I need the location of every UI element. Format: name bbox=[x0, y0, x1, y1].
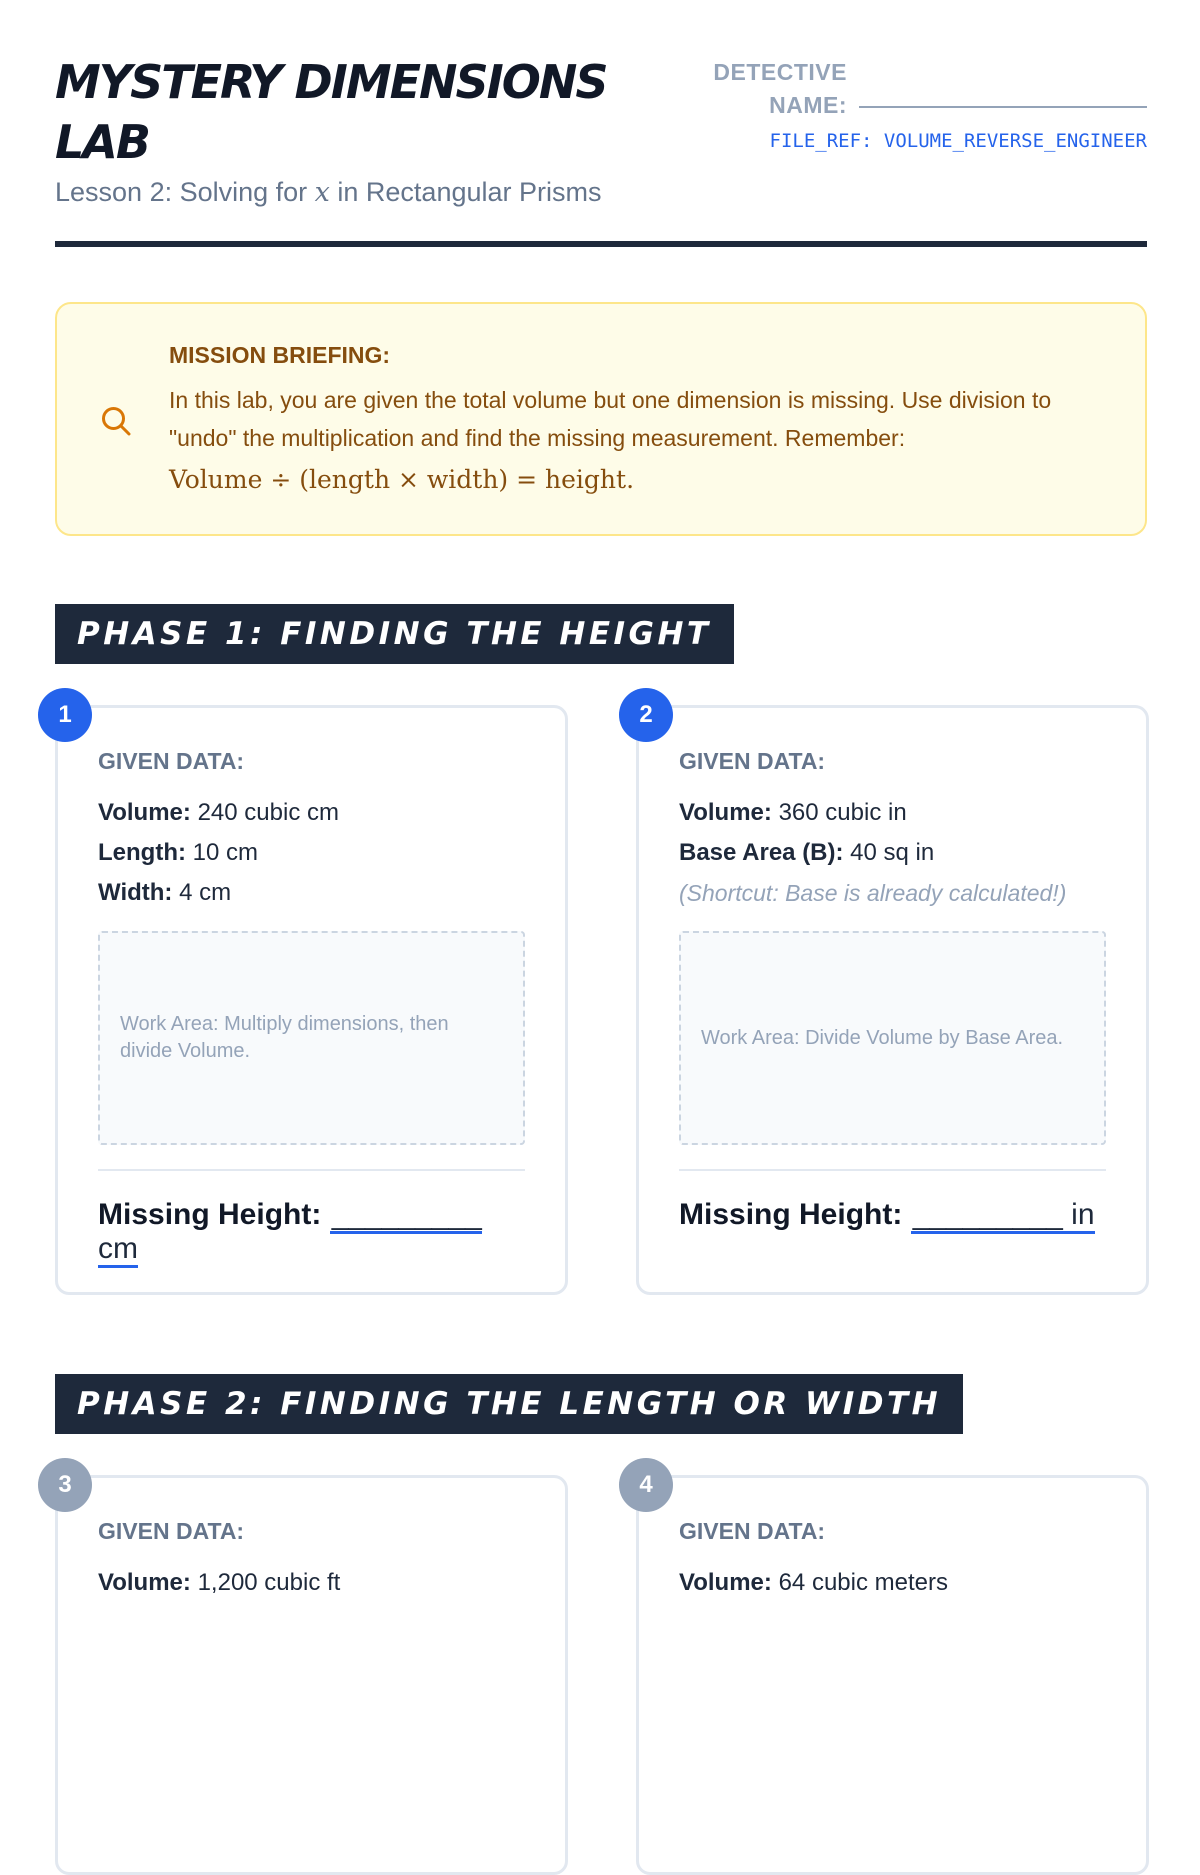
detective-name-field bbox=[707, 56, 1147, 151]
answer-label: Missing Height: bbox=[98, 1198, 322, 1231]
phase-2-banner: PHASE 2: FINDING THE LENGTH OR WIDTH bbox=[55, 1374, 963, 1434]
row-label: Length: bbox=[98, 839, 186, 866]
briefing-heading: MISSION BRIEFING: bbox=[169, 342, 391, 368]
row-value: 64 cubic meters bbox=[771, 1569, 948, 1596]
given-data-label: GIVEN DATA: bbox=[679, 1518, 826, 1544]
phase-1-banner: PHASE 1: FINDING THE HEIGHT bbox=[55, 604, 734, 664]
row-value: 40 sq in bbox=[843, 839, 935, 866]
answer-label: Missing Height: bbox=[679, 1198, 903, 1231]
problem-card-3 bbox=[55, 1471, 568, 1875]
header-divider bbox=[55, 241, 1147, 247]
worksheet-header bbox=[55, 52, 1147, 247]
problem-number-badge: 4 bbox=[619, 1458, 673, 1512]
row-value: 10 cm bbox=[185, 839, 259, 866]
card-divider bbox=[98, 1169, 525, 1171]
problem-card-4 bbox=[636, 1471, 1149, 1875]
row-value: 4 cm bbox=[172, 879, 232, 906]
detective-label-line1: DETECTIVE bbox=[713, 59, 847, 85]
row-label: Base Area (B): bbox=[679, 839, 844, 866]
row-label: Volume: bbox=[679, 1569, 772, 1596]
work-area[interactable] bbox=[98, 931, 525, 1145]
search-icon bbox=[99, 404, 133, 438]
problem-card-2 bbox=[636, 701, 1149, 1295]
answer-line bbox=[98, 1198, 525, 1266]
file-ref: FILE_REF: VOLUME_REVERSE_ENGINEER bbox=[769, 130, 1147, 152]
card-divider bbox=[679, 1169, 1106, 1171]
given-data-label: GIVEN DATA: bbox=[98, 748, 245, 774]
briefing-formula: Volume ÷ (length × width) = height. bbox=[169, 465, 635, 494]
row-value: 360 cubic in bbox=[771, 799, 907, 826]
subtitle-text-start: Lesson 2: Solving for bbox=[55, 177, 315, 207]
briefing-content bbox=[169, 342, 1105, 499]
problem-number-badge: 3 bbox=[38, 1458, 92, 1512]
given-data bbox=[679, 1518, 1106, 1603]
given-length bbox=[98, 833, 525, 873]
given-volume bbox=[679, 793, 1106, 833]
problem-card-1 bbox=[55, 701, 568, 1295]
given-data bbox=[98, 1518, 525, 1603]
row-label: Width: bbox=[98, 879, 173, 906]
page-subtitle bbox=[55, 177, 602, 208]
detective-name-line[interactable] bbox=[859, 106, 1147, 108]
work-area-hint: Work Area: Divide Volume by Base Area. bbox=[701, 1026, 1064, 1049]
row-label: Volume: bbox=[98, 1569, 191, 1596]
row-value: 240 cubic cm bbox=[190, 799, 339, 826]
detective-name-label bbox=[713, 56, 847, 122]
subtitle-variable: x bbox=[314, 177, 330, 208]
given-width bbox=[98, 873, 525, 913]
work-area[interactable] bbox=[679, 931, 1106, 1145]
given-data-label: GIVEN DATA: bbox=[679, 748, 826, 774]
given-base-area bbox=[679, 833, 1106, 873]
row-label: Volume: bbox=[98, 799, 191, 826]
row-value: 1,200 cubic ft bbox=[190, 1569, 341, 1596]
problem-number-badge: 1 bbox=[38, 688, 92, 742]
shortcut-note: (Shortcut: Base is already calculated!) bbox=[679, 880, 1067, 906]
given-volume bbox=[98, 793, 525, 833]
subtitle-text-end: in Rectangular Prisms bbox=[329, 177, 602, 207]
given-volume bbox=[98, 1563, 525, 1603]
briefing-text: In this lab, you are given the total volume but one dimension is missing. Use division to "undo" the multiplication and find the missing measurement. Remember: bbox=[169, 387, 1052, 451]
mission-briefing bbox=[55, 302, 1147, 536]
given-data bbox=[679, 748, 1106, 913]
given-data bbox=[98, 748, 525, 913]
work-area-hint: Work Area: Multiply dimensions, then divide Volume. bbox=[120, 1013, 449, 1062]
answer-blank[interactable]: _________ in bbox=[911, 1198, 1095, 1234]
given-data-label: GIVEN DATA: bbox=[98, 1518, 245, 1544]
answer-line bbox=[679, 1198, 1106, 1232]
briefing-body bbox=[169, 381, 1105, 499]
page-title: MYSTERY DIMENSIONS LAB bbox=[55, 55, 607, 169]
problem-number-badge: 2 bbox=[619, 688, 673, 742]
given-volume bbox=[679, 1563, 1106, 1603]
detective-label-line2: NAME: bbox=[769, 92, 847, 118]
answer-blank[interactable]: _________ cm bbox=[98, 1198, 482, 1268]
row-label: Volume: bbox=[679, 799, 772, 826]
